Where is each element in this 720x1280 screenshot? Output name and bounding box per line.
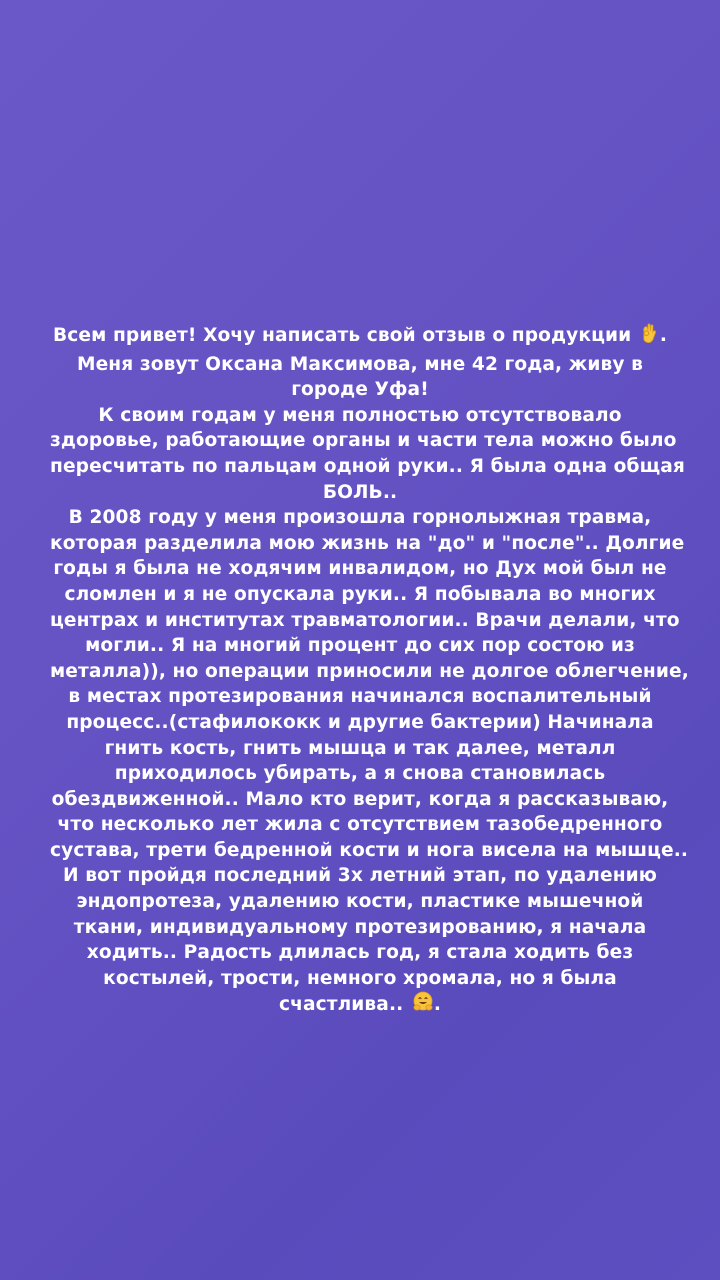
story-line-16: процесс..(стафилококк и другие бактерии) Начинала: [66, 711, 654, 733]
story-line-13: могли.. Я на многий процент до сих пор состою из: [85, 635, 635, 657]
story-line-18: приходилось убирать, а я снова становилась: [114, 763, 606, 785]
story-line-24: ткани, индивидуальному протезированию, я начала: [73, 916, 647, 938]
story-line-20: что несколько лет жила с отсутствием тазобедренного: [57, 814, 663, 836]
story-line-22: И вот пройдя последний 3х летний этап, по удалению: [63, 865, 657, 887]
story-line-3: городе Уфа!: [291, 379, 429, 401]
story-line-25: ходить.. Радость длилась год, я стала ходить без: [86, 942, 634, 964]
story-line-11: сломлен и я не опускала руки.. Я побывала во многих: [64, 583, 656, 605]
story-line-26: костылей, трости, немного хромала, но я была: [103, 967, 617, 989]
story-line-8: В 2008 году у меня произошла горнолыжная травма,: [68, 507, 652, 529]
story-line-23: эндопротеза, удалению кости, пластике мышечной: [76, 891, 644, 913]
ok-hand-emoji-icon: [640, 322, 660, 352]
story-line-7: БОЛЬ..: [322, 481, 398, 503]
story-line-10: годы я была не ходячим инвалидом, но Дух мой был не: [53, 558, 667, 580]
hugging-face-emoji-icon: [412, 991, 434, 1021]
story-line-14: металла)), но операции приносили не долгое облегчение,: [50, 660, 689, 682]
story-line-27: счастлива.. .: [50, 991, 670, 1021]
story-line-15: в местах протезирования начинался воспалительный: [68, 686, 652, 708]
story-line-6: пересчитать по пальцам одной руки.. Я была одна общая: [50, 455, 685, 477]
story-line-21: сустава, трети бедренной кости и нога висела на мышце..: [50, 839, 689, 861]
story-line-4: К своим годам у меня полностью отсутствовало: [98, 404, 622, 426]
story-line-1: Всем привет! Хочу написать свой отзыв о продукции .: [50, 322, 670, 352]
story-line-12: центрах и институтах травматологии.. Врачи делали, что: [50, 609, 680, 631]
story-text: [50, 322, 689, 1021]
story-line-17: гнить кость, гнить мышца и так далее, металл: [104, 737, 616, 759]
story-line-5: здоровье, работающие органы и части тела можно было: [50, 430, 677, 452]
story-line-9: которая разделила мою жизнь на "до" и "после".. Долгие: [50, 532, 685, 554]
story-line-19: обездвиженной.. Мало кто верит, когда я рассказываю,: [51, 788, 669, 810]
story-line-2: Меня зовут Оксана Максимова, мне 42 года, живу в: [76, 353, 644, 375]
